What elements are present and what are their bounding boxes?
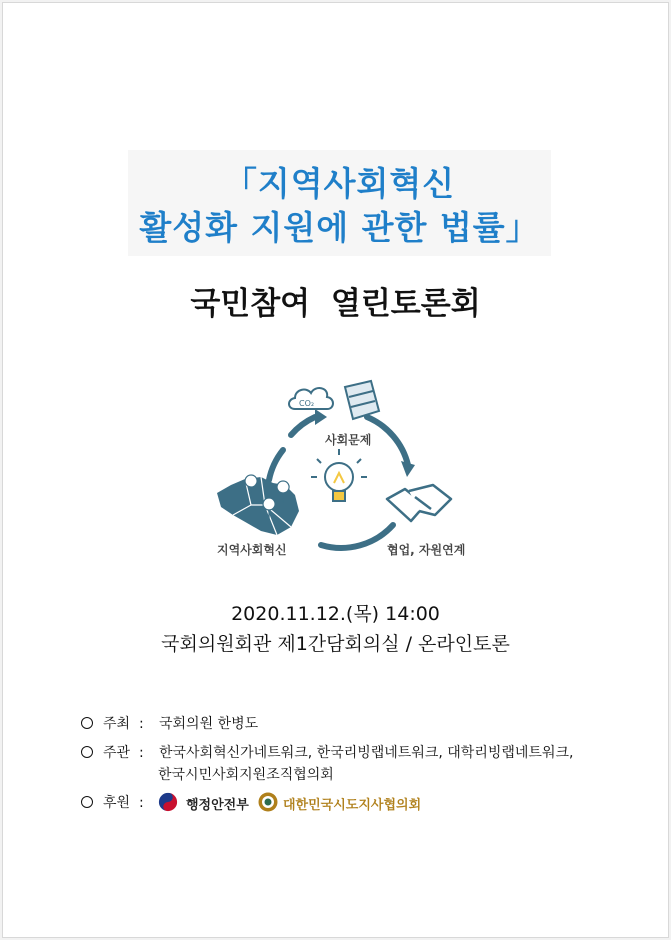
bullet-circle-icon [81, 796, 93, 808]
bullet-circle-icon [81, 746, 93, 758]
label-local-innovation: 지역사회혁신 [217, 543, 287, 557]
event-venue: 국회의원회관 제1간담회의실 / 온라인토론 [161, 633, 510, 655]
cycle-diagram-graphic [203, 365, 471, 563]
event-date: 2020.11.12.(목) 14:00 [231, 603, 440, 625]
sponsor-mois: 행정안전부 [186, 798, 249, 813]
arrow-head-1 [315, 409, 327, 425]
bullet-circle-icon [81, 717, 93, 729]
crushed-can-icon [345, 381, 379, 419]
co2-text: CO₂ [299, 399, 315, 408]
title-line-1: 「지역사회혁신 [223, 164, 456, 203]
label-social-problems: 사회문제 [325, 433, 372, 447]
info-host [81, 713, 258, 733]
arrow-head-2 [401, 461, 415, 477]
host-key: 주최 [103, 716, 131, 732]
host-value: 국회의원 한병도 [159, 716, 259, 732]
region-map-icon [217, 475, 299, 535]
organizer-value-2: 한국시민사회지원조직협의회 [158, 767, 334, 783]
title-banner [128, 150, 551, 256]
arc-top-left [291, 417, 315, 435]
light-bulb-icon [311, 449, 367, 501]
info-organizer [81, 742, 573, 762]
organizer-value-1: 한국사회혁신가네트워크, 한국리빙랩네트워크, 대학리빙랩네트워크, [159, 745, 574, 761]
handshake-icon [387, 485, 451, 521]
governors-council-logo-icon [258, 792, 278, 812]
separator: : [139, 716, 144, 732]
cycle-diagram [203, 365, 471, 563]
arc-bottom [321, 525, 393, 548]
sponsor-governors-council: 대한민국시도지사협의회 [283, 798, 422, 813]
title-line-2: 활성화 지원에 관한 법률」 [139, 208, 540, 247]
separator: : [139, 745, 144, 761]
sponsor-key: 후원 [103, 795, 131, 811]
separator: : [139, 795, 144, 811]
info-sponsor [81, 792, 159, 812]
arc-left [269, 450, 283, 480]
info-organizer-cont [158, 764, 334, 784]
subtitle: 국민참여 열린토론회 [190, 286, 481, 322]
organizer-key: 주관 [103, 745, 131, 761]
arc-top-right [367, 417, 408, 465]
document-page [2, 2, 669, 938]
label-collaboration: 협업, 자원연계 [387, 543, 466, 557]
taegeuk-logo-icon [158, 792, 178, 812]
